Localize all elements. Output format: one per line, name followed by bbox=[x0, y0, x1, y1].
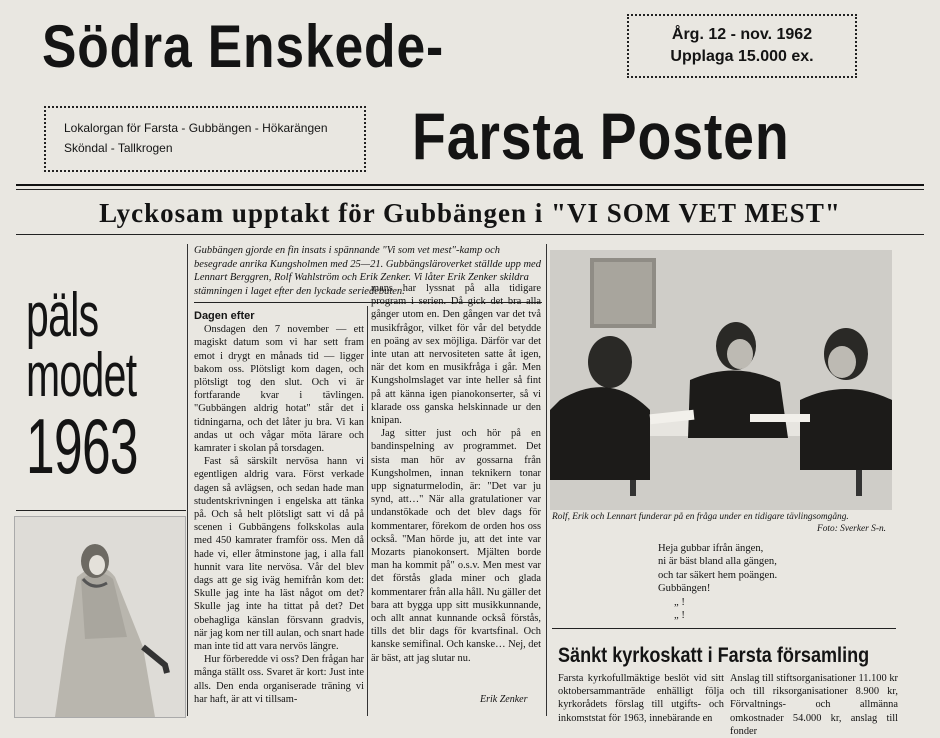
article-paragraph: Fast så särskilt nervösa hann vi egentligen aldrig vara. Först verkade dagen så avlägsen, och sedan hade man studentskrivningen i engelska att tänka på. Och så helt plötsligt satt vi då på scenen i Gubbängens folkskolas aula med 450 kamrater framför oss. Men då hade vi, eller åtminstone jag, i alla fall hunnit vara lite nervösa. Vår del blev dags att ge sig iväg hemifrån kom det: Skulle jag inte ha läst något om det? Skulle jag inte ha tittat på det? Det obehagliga känslan försvann gradvis, när jag kom ner till aulan, och snart hade man inte tid att vara nervös längre. bbox=[194, 456, 364, 653]
edition-info-box bbox=[627, 14, 857, 78]
poem-line: ni är bäst bland alla gängen, bbox=[658, 556, 777, 568]
masthead-line2: Farsta Posten bbox=[412, 99, 790, 173]
students-photo bbox=[550, 250, 892, 510]
photo-credit: Foto: Sverker S-n. bbox=[817, 523, 886, 534]
article-paragraph: Onsdagen den 7 november — ett magiskt datum som vi har sett fram emot i drygt en månads tid — ligger bakom oss. Plötsligt kom dagen, och plötsligt tog den slut. Och vi är fortfarande kvar i tävlingen. "Gubbängen aldrig hotat" står det i tidningarna, och det låter ju bra. Vi kan andas ut och vågar möta lärare och kamrater i skolan på torsdagen. bbox=[194, 324, 364, 455]
masthead-line1: Södra Enskede- bbox=[42, 13, 445, 80]
article-paragraph: mans har lyssnat på alla tidigare program i serien. Då gick det bra alla gånger utom en. Den gången var det två musikfrågor, vilket för vår del betydde en poäng av sex möjliga. Därför var det inte utan att nervositeten satte åt igen, när det kom en musikfråga i går. Men Kungsholmslaget var inte heller så fint på att känna igen pianokonserter, så vi klarade oss ganska helskinnade ur den knipan. bbox=[371, 283, 541, 427]
photo-caption bbox=[552, 512, 896, 535]
fur-fashion-ad bbox=[26, 281, 138, 490]
article-intro: Gubbängen gjorde en fin insats i spännande "Vi som vet mest"-kamp och besegrade anrika Kungsholmen med 25—21. Gubbängsläroverket ställde upp med Lennart Berggren, Rolf Wahlström och Erik Zenker. Vi låter Erik Zenker skildra stämningen i laget efter den lyckade seriedebuten. bbox=[194, 245, 541, 297]
headline-rule bbox=[16, 234, 924, 235]
column-divider-2 bbox=[367, 306, 368, 716]
local-organ-box bbox=[44, 106, 366, 172]
poem-line: „ ! bbox=[674, 610, 685, 622]
column-divider-1 bbox=[187, 244, 188, 716]
ad-rule bbox=[16, 510, 186, 511]
article-column-1 bbox=[194, 310, 364, 706]
kyrkoskatt-headline: Sänkt kyrkoskatt i Farsta församling bbox=[558, 644, 870, 667]
article-paragraph: Jag sitter just och hör på en bandinspelning av programmet. Det sista man hör av gossarna från Kungsholmen, innan teknikern tonar upp signaturmelodin, är: "Det var ju synd, att…" När alla gratulationer var undanstökade och det blev dags för kommentarer, förekom de orden hos oss också. "Man hörde ju, att det inte var Mozarts pianokonsert. Mjälten borde man ha kommit på" o.s.v. Men mest var det förstås glada miner och glada kommentarer från alla håll. Nu gäller det bara att bygga upp sitt musikkunnande, och allt annat kunnande också förstås, tills det blir dags för kvartsfinal. Och kanske semifinal. Och kanske… Nej, det är bäst, att jag slutar nu. bbox=[371, 428, 541, 664]
article-subhead: Dagen efter bbox=[194, 310, 255, 322]
cheer-poem bbox=[658, 542, 777, 622]
local-organ-line2: Sköndal - Tallkrogen bbox=[64, 141, 173, 155]
article-column-2 bbox=[371, 282, 541, 665]
caption-text: Rolf, Erik och Lennart funderar på en fråga under en tidigare tävlingsomgång. bbox=[552, 512, 849, 522]
kyrkoskatt-column-2: Anslag till stiftsorganisationer 11.100 kr och till riksorganisationer 8.900 kr, Förvaltnings- och allmänna omkostnader 54.000 kr, anslag till fonder bbox=[730, 673, 898, 737]
fur-coat-photo bbox=[14, 516, 186, 718]
circulation: Upplaga 15.000 ex. bbox=[670, 48, 814, 65]
edition-year-date: Årg. 12 - nov. 1962 bbox=[671, 26, 813, 43]
article-signature: Erik Zenker bbox=[480, 694, 528, 705]
poem-line: Heja gubbar ifrån ängen, bbox=[658, 543, 764, 554]
poem-line: och tar säkert hem poängen. bbox=[658, 569, 778, 581]
masthead-rule-bottom bbox=[16, 189, 924, 190]
article-paragraph: Hur förberedde vi oss? Den frågan har många ställt oss. Svaret är kort: Just inte alls. Den enda organiserade träning vi har haft, är att vi tillsam- bbox=[194, 654, 364, 705]
local-organ-line1: Lokalorgan för Farsta - Gubbängen - Hökarängen bbox=[64, 121, 328, 135]
ad-line1: päls bbox=[26, 281, 99, 350]
ad-line3: 1963 bbox=[26, 402, 138, 490]
column-divider-3 bbox=[546, 244, 547, 716]
kyrkoskatt-rule bbox=[552, 628, 896, 629]
ad-line2: modet bbox=[26, 341, 137, 410]
main-headline: Lyckosam upptakt för Gubbängen i "VI SOM VET MEST" bbox=[99, 198, 841, 228]
poem-line: Gubbängen! bbox=[658, 583, 711, 595]
poem-line: „ ! bbox=[674, 596, 685, 608]
kyrkoskatt-column-1: Farsta kyrkofullmäktige beslöt vid sitt oktobersammanträde enhälligt följa kyrkorådets förslag till utgifts- och inkomststat för 1963, innebärande en bbox=[558, 673, 724, 724]
masthead-rule-top bbox=[16, 184, 924, 186]
